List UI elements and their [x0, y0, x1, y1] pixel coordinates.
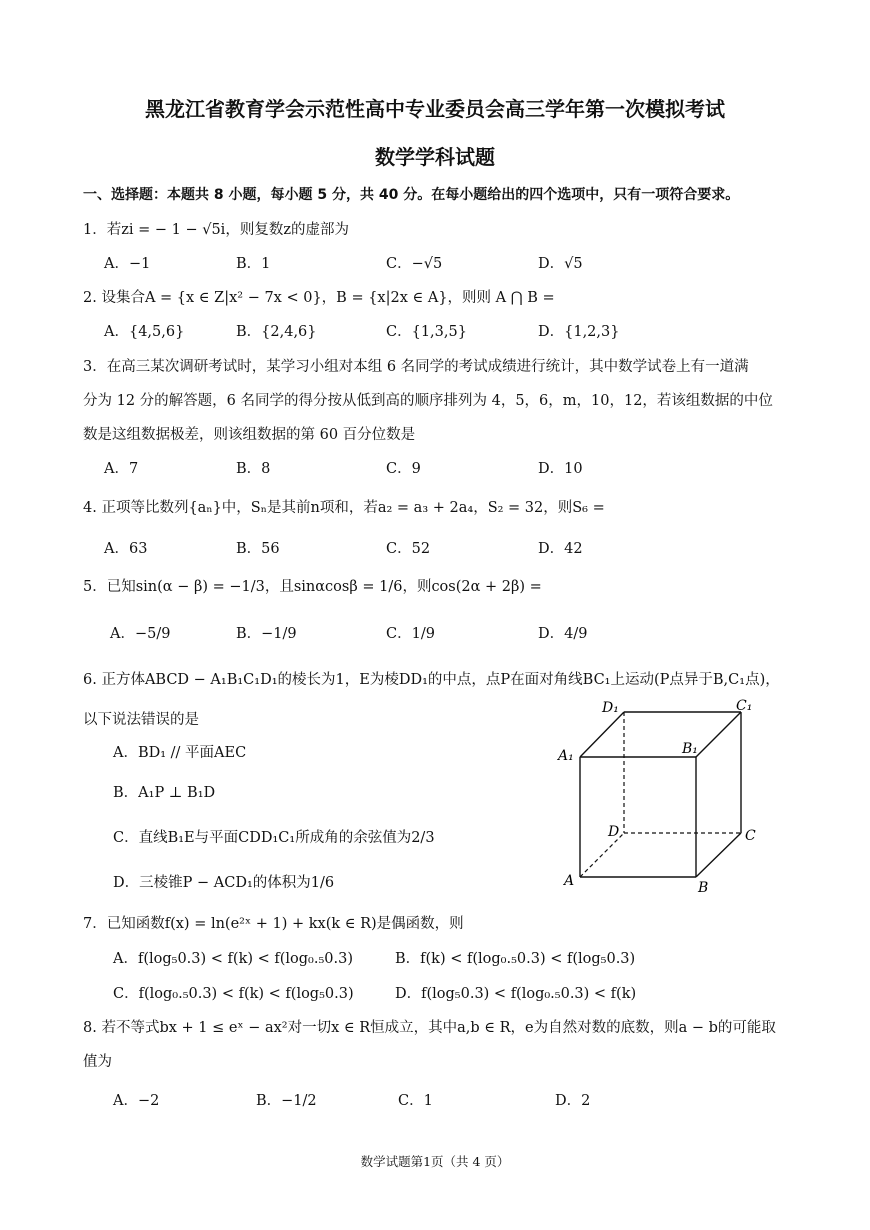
question-2: 2. 设集合A = {x ∈ Z|x² − 7x < 0}，B = {x|2x ∈ A}，则则 A ⋂ B = — [83, 290, 555, 306]
question-3-line-3: 数是这组数据极差，则该组数据的第 60 百分位数是 — [83, 427, 416, 443]
q7-option-d: D．f(log₅0.3) < f(log₀.₅0.3) < f(k) — [395, 986, 637, 1002]
q1-option-c: C．−√5 — [386, 256, 443, 272]
q2-option-b: B．{2,4,6} — [236, 324, 317, 340]
q8-option-c: C．1 — [398, 1093, 433, 1109]
page-footer: 数学试题第1页（共 4 页） — [360, 1154, 510, 1169]
q8-option-a: A．−2 — [113, 1093, 160, 1109]
q7-option-a: A．f(log₅0.3) < f(k) < f(log₀.₅0.3) — [113, 951, 354, 967]
q1-option-a: A．−1 — [104, 256, 151, 272]
cube-figure — [550, 696, 760, 896]
question-8-line-2: 值为 — [83, 1054, 112, 1070]
q3-option-c: C．9 — [386, 461, 421, 477]
exam-subtitle: 数学学科试题 — [375, 145, 495, 169]
q5-option-d: D．4/9 — [538, 626, 588, 642]
q2-option-c: C．{1,3,5} — [386, 324, 467, 340]
q1-option-d: D．√5 — [538, 256, 583, 272]
q6-option-d: D．三棱锥P − ACD₁的体积为1/6 — [113, 875, 335, 891]
q6-option-b: B．A₁P ⊥ B₁D — [113, 785, 216, 801]
exam-title: 黑龙江省教育学会示范性高中专业委员会高三学年第一次模拟考试 — [145, 97, 725, 121]
q3-option-d: D．10 — [538, 461, 583, 477]
label-c1: C₁ — [736, 698, 753, 714]
q2-option-a: A．{4,5,6} — [104, 324, 185, 340]
question-6-line-2: 以下说法错误的是 — [83, 712, 199, 728]
q4-option-b: B．56 — [236, 541, 280, 557]
q2-option-d: D．{1,2,3} — [538, 324, 620, 340]
q4-option-c: C．52 — [386, 541, 431, 557]
q7-option-b: B．f(k) < f(log₀.₅0.3) < f(log₅0.3) — [395, 951, 636, 967]
q3-option-b: B．8 — [236, 461, 271, 477]
question-5: 5．已知sin(α − β) = −1/3，且sinαcosβ = 1/6，则cos(2α + 2β) = — [83, 579, 542, 595]
q7-option-c: C．f(log₀.₅0.3) < f(k) < f(log₅0.3) — [113, 986, 354, 1002]
label-b: B — [698, 880, 709, 896]
label-c: C — [745, 828, 756, 844]
q8-option-b: B．−1/2 — [256, 1093, 317, 1109]
label-a: A — [564, 873, 575, 889]
q1-option-b: B．1 — [236, 256, 271, 272]
q5-option-c: C．1/9 — [386, 626, 435, 642]
question-3-line-2: 分为 12 分的解答题，6 名同学的得分按从低到高的顺序排列为 4，5，6，m，10，12，若该组数据的中位 — [83, 393, 773, 409]
section-heading: 一、选择题：本题共 8 小题，每小题 5 分，共 40 分。在每小题给出的四个选项中，只有一项符合要求。 — [83, 187, 740, 203]
question-6-line-1: 6. 正方体ABCD − A₁B₁C₁D₁的棱长为1，E为棱DD₁的中点，点P在面对角线BC₁上运动(P点异于B,C₁点)， — [83, 672, 780, 688]
question-7: 7．已知函数f(x) = ln(e²ˣ + 1) + kx(k ∈ R)是偶函数，则 — [83, 916, 464, 932]
question-8-line-1: 8. 若不等式bx + 1 ≤ eˣ − ax²对一切x ∈ R恒成立，其中a,b ∈ R，e为自然对数的底数，则a − b的可能取 — [83, 1020, 776, 1036]
question-3-line-1: 3．在高三某次调研考试时，某学习小组对本组 6 名同学的考试成绩进行统计，其中数学试卷上有一道满 — [83, 359, 749, 375]
q8-option-d: D．2 — [555, 1093, 591, 1109]
q6-option-c: C．直线B₁E与平面CDD₁C₁所成角的余弦值为2/3 — [113, 830, 435, 846]
q5-option-a: A．−5/9 — [110, 626, 171, 642]
label-a1: A₁ — [558, 748, 574, 764]
label-d: D — [608, 824, 620, 840]
q6-option-a: A．BD₁ // 平面AEC — [113, 745, 247, 761]
q5-option-b: B．−1/9 — [236, 626, 297, 642]
question-4: 4. 正项等比数列{aₙ}中，Sₙ是其前n项和，若a₂ = a₃ + 2a₄，S₂ = 32，则S₆ = — [83, 500, 605, 516]
label-d1: D₁ — [602, 700, 619, 716]
q4-option-a: A．63 — [104, 541, 148, 557]
q4-option-d: D．42 — [538, 541, 583, 557]
q3-option-a: A．7 — [104, 461, 139, 477]
label-b1: B₁ — [682, 741, 698, 757]
question-1: 1．若zi = − 1 − √5i，则复数z的虚部为 — [83, 222, 349, 238]
